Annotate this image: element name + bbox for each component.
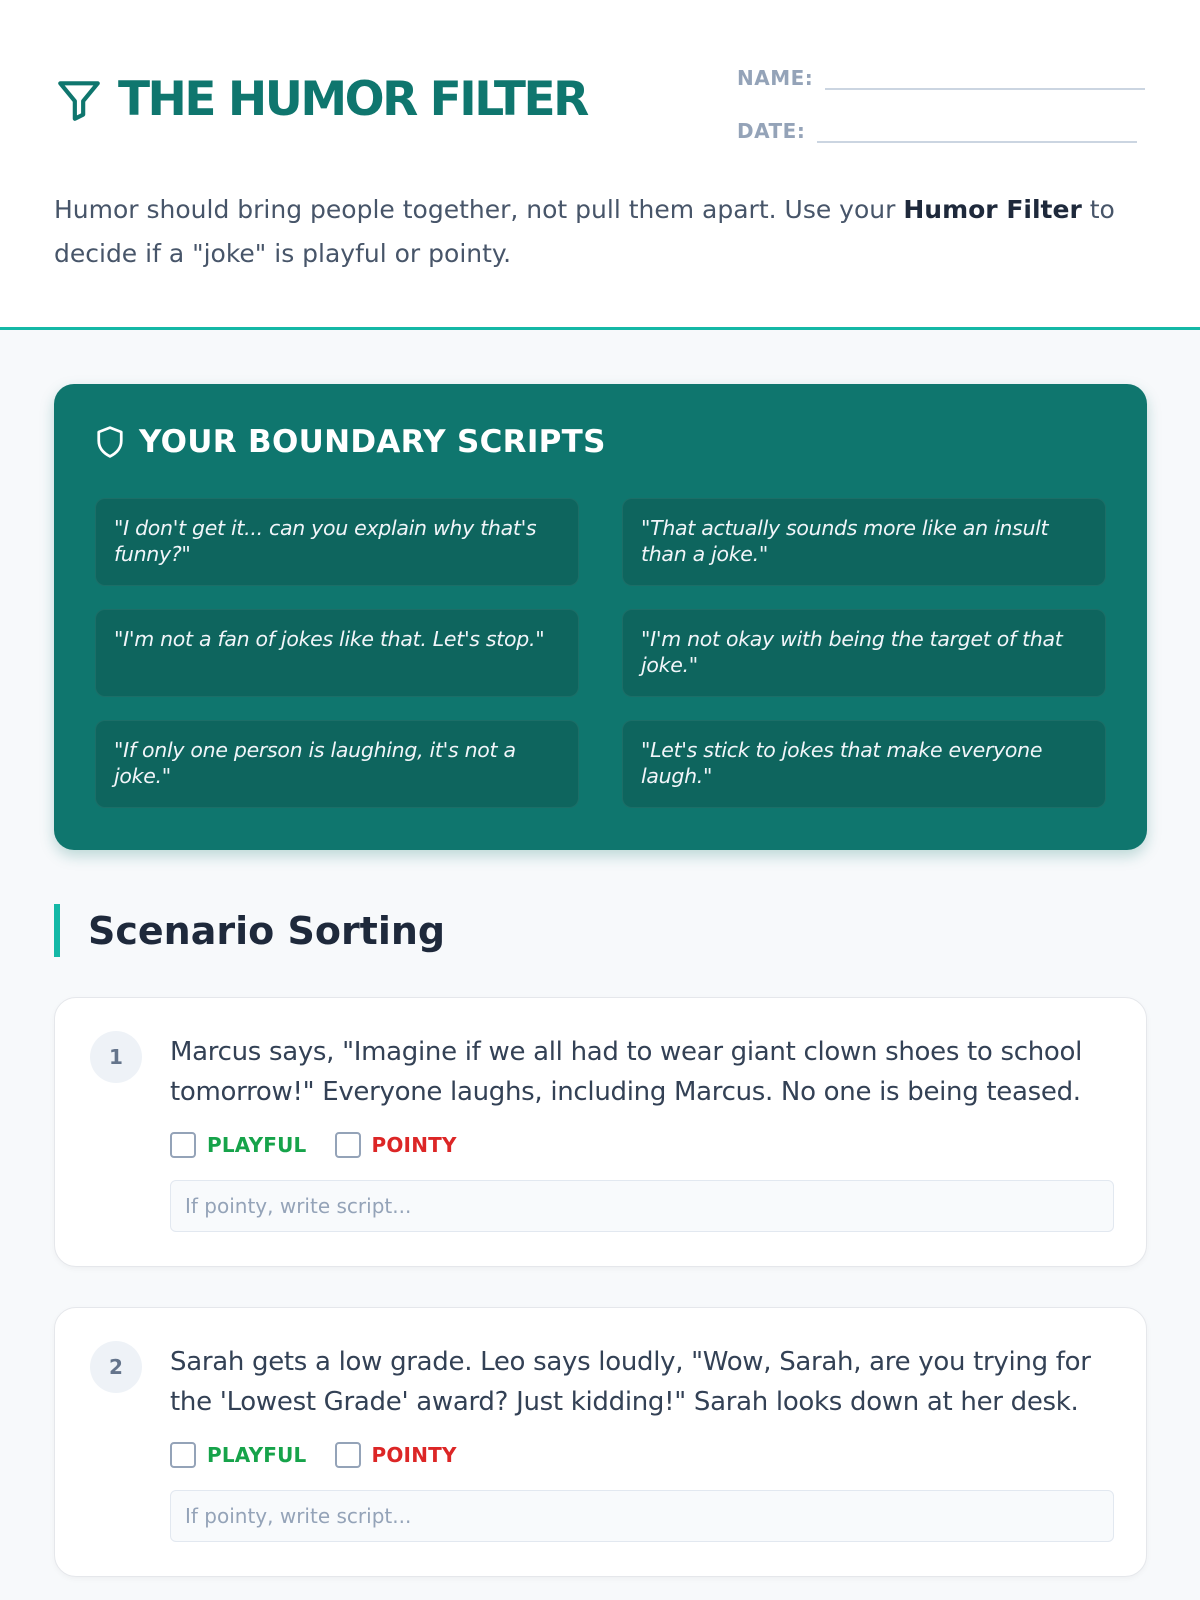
pointy-label: POINTY [371, 1133, 457, 1157]
scenario-options [170, 1132, 485, 1158]
section-title: Scenario Sorting [88, 908, 446, 953]
pointy-option[interactable] [335, 1442, 457, 1468]
name-line[interactable] [825, 60, 1145, 90]
script-item: "If only one person is laughing, it's not a joke." [95, 720, 579, 808]
playful-label: PLAYFUL [207, 1443, 307, 1467]
pointy-label: POINTY [371, 1443, 457, 1467]
intro-text [54, 188, 1154, 276]
boundary-scripts-card [54, 384, 1147, 850]
scenario-text: Sarah gets a low grade. Leo says loudly, "Wow, Sarah, are you trying for the 'Lowest Grade' award? Just kidding!" Sarah looks down at her desk. [170, 1347, 1091, 1417]
playful-label: PLAYFUL [207, 1133, 307, 1157]
playful-option[interactable] [170, 1442, 307, 1468]
shield-icon [95, 425, 125, 459]
playful-checkbox[interactable] [170, 1442, 196, 1468]
section-heading [54, 904, 445, 957]
scenario-number: 1 [90, 1031, 142, 1083]
date-label: DATE: [737, 119, 806, 143]
pointy-option[interactable] [335, 1132, 457, 1158]
script-input[interactable] [170, 1180, 1114, 1232]
script-item: "I'm not a fan of jokes like that. Let's stop." [95, 609, 579, 697]
scenario-card [54, 1307, 1147, 1577]
intro-bold: Humor Filter [903, 195, 1082, 224]
scenario-number: 2 [90, 1341, 142, 1393]
intro-before: Humor should bring people together, not pull them apart. Use your [54, 195, 904, 224]
brand [54, 72, 587, 128]
playful-checkbox[interactable] [170, 1132, 196, 1158]
playful-option[interactable] [170, 1132, 307, 1158]
name-field [737, 60, 1145, 90]
page-header [0, 0, 1200, 330]
scripts-title: YOUR BOUNDARY SCRIPTS [139, 424, 606, 460]
scripts-heading [95, 424, 606, 460]
pointy-checkbox[interactable] [335, 1442, 361, 1468]
date-line[interactable] [817, 113, 1137, 143]
date-field [737, 113, 1137, 143]
scripts-grid [95, 498, 1106, 808]
script-input[interactable] [170, 1490, 1114, 1542]
script-item: "I don't get it... can you explain why that's funny?" [95, 498, 579, 586]
scenario-options [170, 1442, 485, 1468]
page-title: THE HUMOR FILTER [118, 72, 587, 127]
intro-after: to decide if a "joke" is playful or pointy. [54, 195, 1115, 268]
pointy-checkbox[interactable] [335, 1132, 361, 1158]
scenario-card [54, 997, 1147, 1267]
script-item: "That actually sounds more like an insult than a joke." [622, 498, 1106, 586]
filter-icon [54, 75, 104, 125]
scenario-text: Marcus says, "Imagine if we all had to wear giant clown shoes to school tomorrow!" Everyone laughs, including Marcus. No one is being teased. [170, 1037, 1083, 1107]
script-item: "I'm not okay with being the target of that joke." [622, 609, 1106, 697]
name-label: NAME: [737, 66, 814, 90]
script-item: "Let's stick to jokes that make everyone laugh." [622, 720, 1106, 808]
